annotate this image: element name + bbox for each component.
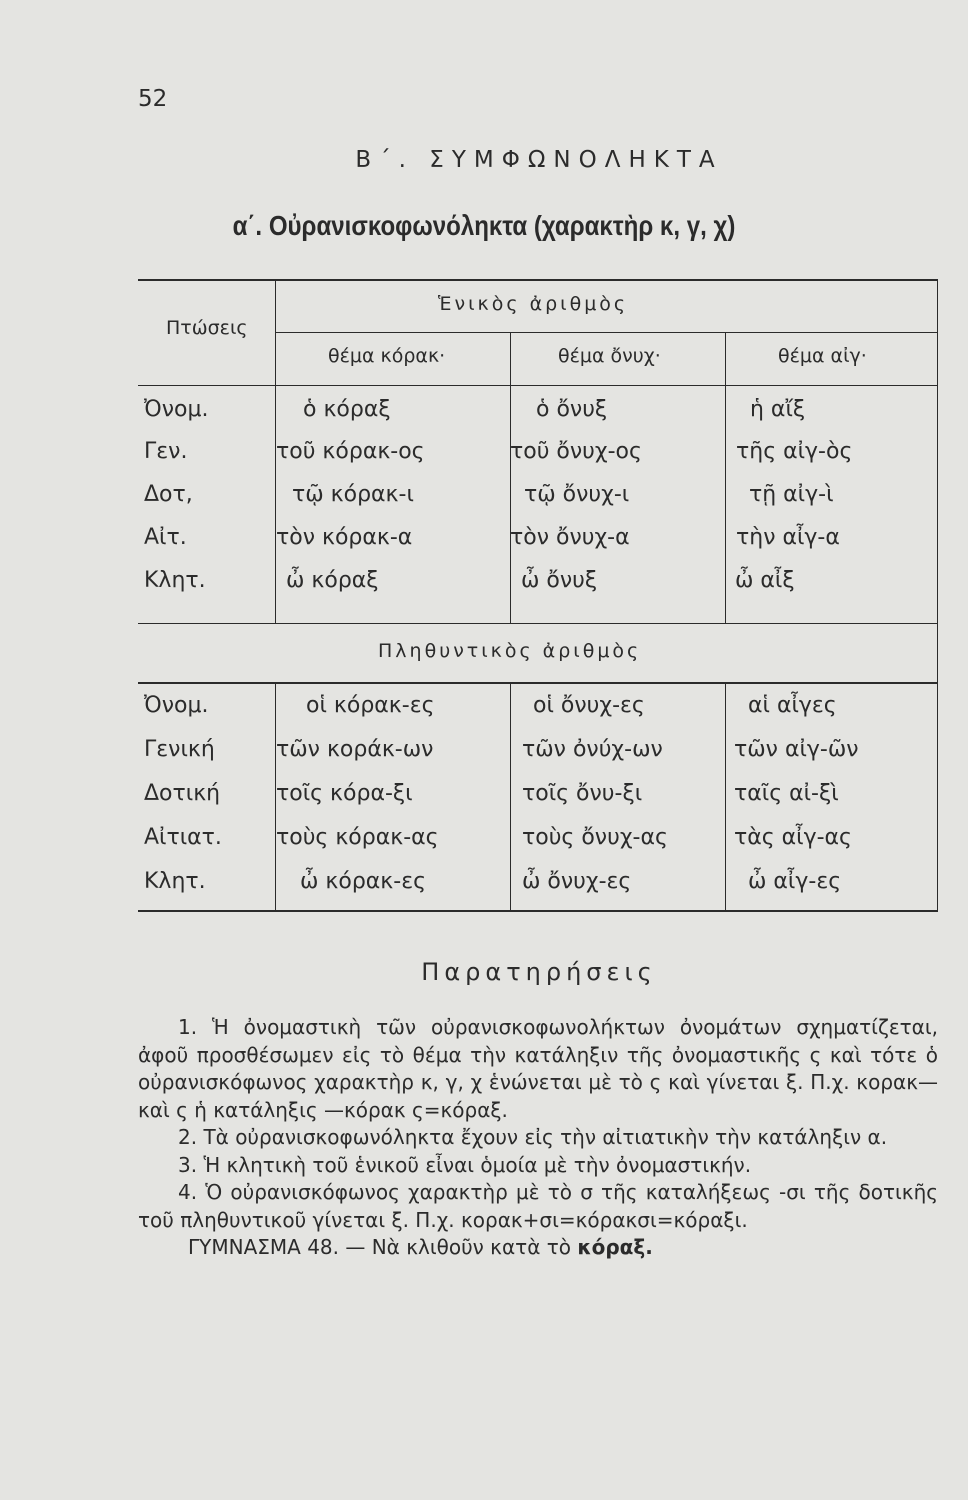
note-2: 2. Τὰ οὐρανισκοφωνόληκτα ἔχουν εἰς τὴν αἰτιατικὴν τὴν κατάληξιν α.	[178, 1125, 888, 1149]
note-1: 1. Ἡ ὀνομαστικὴ τῶν οὐρανισκοφωνολήκτων ὀνομάτων σχηματίζεται, ἀφοῦ προσθέσωμεν εἰς τὸ θέμα τὴν κατάληξιν τῆς ὀνομαστικῆς ς καὶ τότε ὁ οὐρανισκόφωνος χαρακτὴρ κ, γ, χ ἑνώνεται μὲ τὸ ς καὶ γίνεται ξ. Π.χ. κορακ—καὶ ς ἡ κατάληξις —κόρακ ς=κόραξ.	[138, 1015, 938, 1122]
singular-cell: ἡ αἴξ	[750, 397, 806, 422]
stem2-divider	[725, 332, 726, 624]
plural-cell: τὰς αἶγ-ας	[734, 825, 852, 850]
section-title: Β΄. ΣΥΜΦΩΝΟΛΗΚΤΑ	[355, 147, 723, 173]
plural-header-border	[138, 682, 938, 684]
stem-header-border	[138, 385, 938, 386]
cases-header: Πτώσεις	[166, 317, 248, 339]
exercise-word: κόραξ.	[577, 1235, 653, 1259]
table-right-border	[937, 279, 938, 912]
singular-cell: τῷ ὄνυχ-ι	[524, 482, 630, 507]
stem-header-aig: θέμα αἰγ·	[778, 345, 867, 367]
plural-case-gen: Γενική	[144, 737, 215, 762]
singular-cell: τὸν ὄνυχ-α	[510, 525, 630, 550]
plural-cell: ὦ ὄνυχ-ες	[522, 869, 632, 894]
plural-cell: οἱ κόρακ-ες	[306, 693, 435, 718]
singular-cell: τὴν αἶγ-α	[736, 525, 840, 550]
singular-case-dat: Δοτ,	[144, 482, 193, 507]
plural-case-nom: Ὀνομ.	[144, 693, 209, 718]
singular-bottom-border	[138, 623, 938, 624]
singular-cell: ὦ ὄνυξ	[521, 568, 598, 593]
plural-header: Πληθυντικὸς ἀριθμὸς	[378, 640, 642, 662]
plural-cell: ὦ κόρακ-ες	[300, 869, 427, 894]
plural-case-voc: Κλητ.	[144, 869, 206, 894]
stem1-divider	[510, 332, 511, 624]
singular-case-gen: Γεν.	[144, 439, 188, 464]
singular-cell: τῷ κόρακ-ι	[292, 482, 414, 507]
declension-table	[138, 279, 938, 915]
singular-cell: τὸν κόρακ-α	[276, 525, 413, 550]
plural-cell: τοῖς ὄνυ-ξι	[522, 781, 643, 806]
singular-cell: ὁ ὄνυξ	[536, 397, 608, 422]
subsection-title: α΄. Οὐρανισκοφωνόληκτα (χαρακτὴρ κ, γ, χ)	[232, 210, 736, 241]
plural-stem2-divider	[725, 683, 726, 912]
exercise	[138, 1234, 938, 1262]
singular-case-acc: Αἰτ.	[144, 525, 187, 550]
note-3: 3. Ἡ κλητικὴ τοῦ ἑνικοῦ εἶναι ὁμοία μὲ τὴν ὀνομαστικήν.	[178, 1152, 752, 1177]
plural-cell: τῶν κοράκ-ων	[276, 737, 434, 762]
table-top-border	[138, 279, 938, 281]
plural-case-dat: Δοτική	[144, 781, 221, 806]
plural-cell: τῶν αἰγ-ῶν	[734, 737, 859, 762]
singular-cell: τοῦ ὄνυχ-ος	[510, 439, 642, 464]
plural-cell: αἱ αἶγες	[748, 693, 837, 718]
plural-cell: τοῖς κόρα-ξι	[276, 781, 413, 806]
singular-cell: ὦ αἶξ	[735, 568, 795, 593]
plural-case-acc: Αἰτιατ.	[144, 825, 222, 850]
header-divider	[275, 332, 938, 333]
plural-cell: οἱ ὄνυχ-ες	[533, 693, 645, 718]
plural-cell: τοὺς κόρακ-ας	[276, 825, 439, 850]
notes-body	[138, 1014, 938, 1262]
page-number: 52	[138, 86, 168, 112]
singular-header: Ἑνικὸς ἀριθμὸς	[438, 293, 629, 315]
exercise-text: ΓΥΜΝΑΣΜΑ 48. — Νὰ κλιθοῦν κατὰ τὸ	[188, 1235, 578, 1259]
stem-header-onych: θέμα ὄνυχ·	[558, 345, 661, 367]
notes-title: Παρατηρήσεις	[421, 958, 657, 986]
table-bottom-border	[138, 910, 938, 912]
singular-cell: τῇ αἰγ-ὶ	[749, 482, 834, 507]
note-4: 4. Ὁ οὐρανισκόφωνος χαρακτὴρ μὲ τὸ σ τῆς καταλήξεως -σι τῆς δοτικῆς τοῦ πληθυντικοῦ γίνεται ξ. Π.χ. κορακ+σι=κόρακσι=κόραξι.	[138, 1180, 938, 1232]
singular-cell: τοῦ κόρακ-ος	[276, 439, 425, 464]
singular-cell: ὦ κόραξ	[286, 568, 379, 593]
singular-cell: ὁ κόραξ	[303, 397, 391, 422]
singular-case-nom: Ὀνομ.	[144, 397, 209, 422]
plural-stem1-divider	[510, 683, 511, 912]
plural-cell: τῶν ὀνύχ-ων	[522, 737, 663, 762]
plural-cell: τοὺς ὄνυχ-ας	[522, 825, 668, 850]
plural-cell: ὦ αἶγ-ες	[748, 869, 842, 894]
singular-cell: τῆς αἰγ-ὸς	[736, 439, 853, 464]
plural-cell: ταῖς αἰ-ξὶ	[734, 781, 839, 806]
stem-header-korak: θέμα κόρακ·	[328, 345, 446, 367]
singular-case-voc: Κλητ.	[144, 568, 206, 593]
